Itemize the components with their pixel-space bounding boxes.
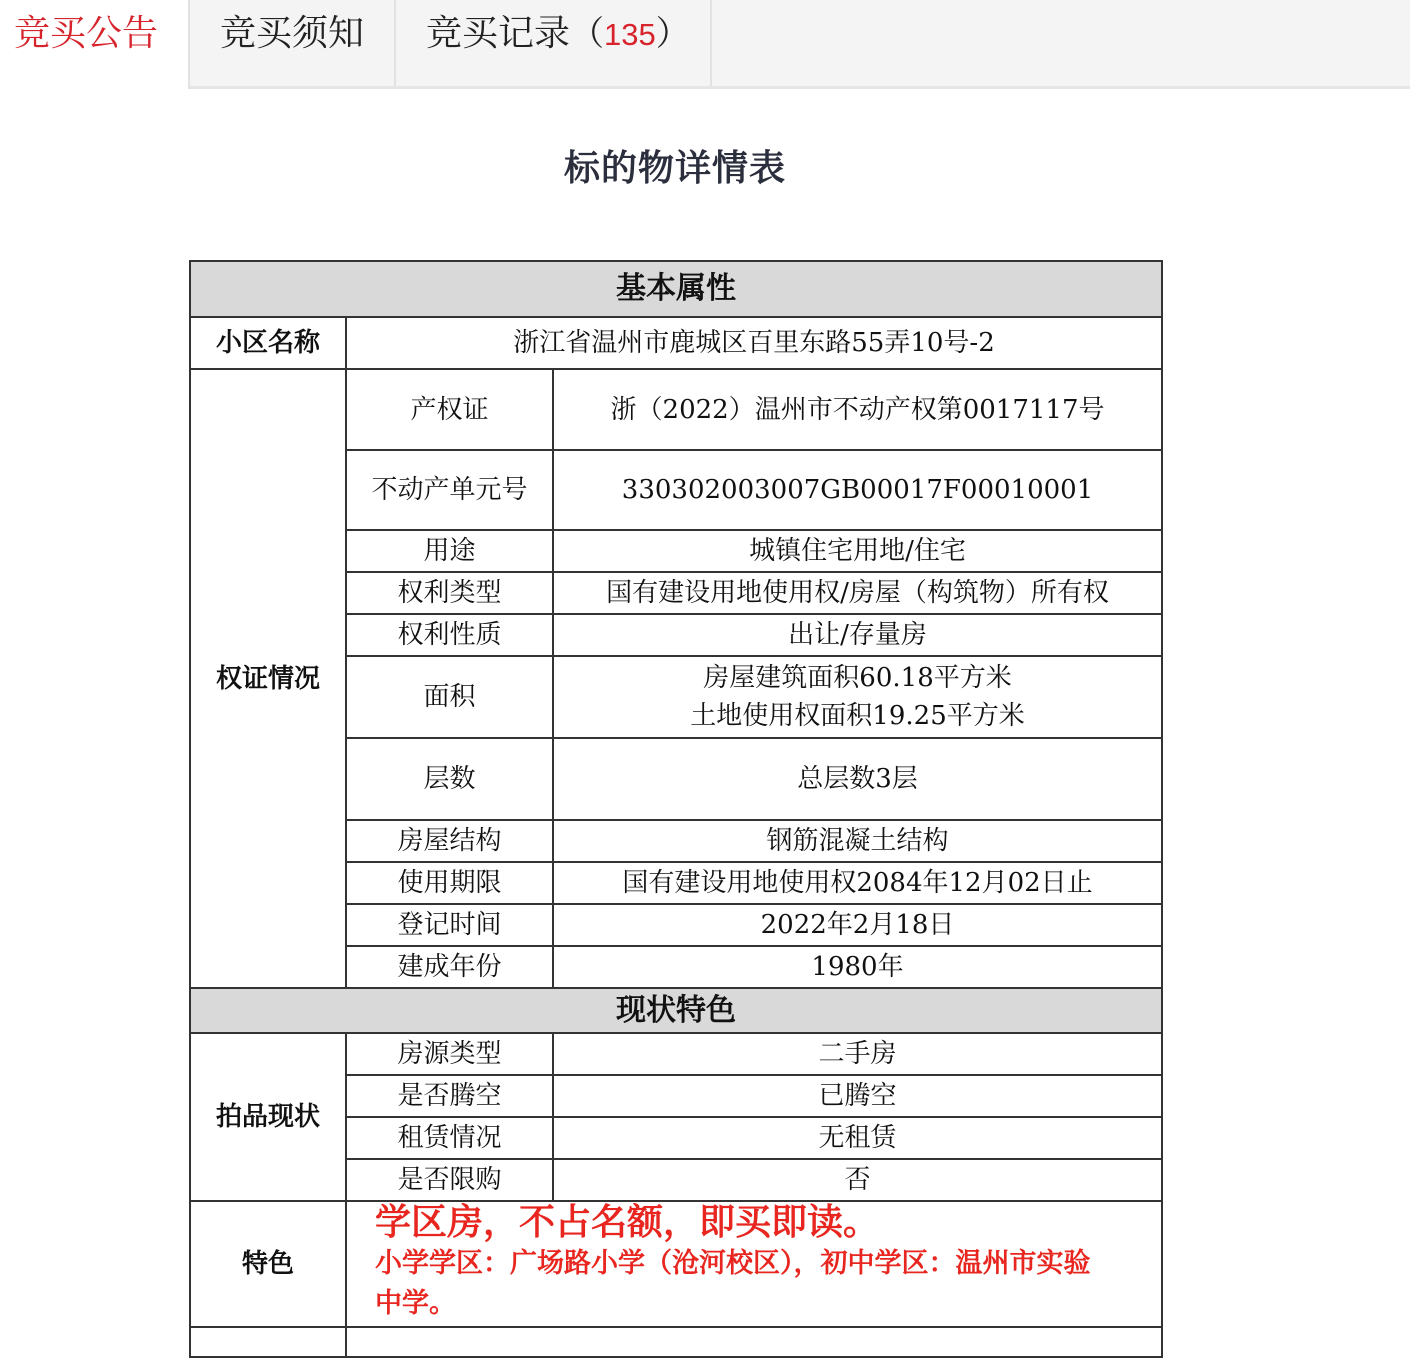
row-label: 房源类型 xyxy=(346,1033,553,1075)
section-row-status xyxy=(190,988,1162,1033)
row-value: 330302003007GB00017F00010001 xyxy=(553,450,1162,530)
tab-announcement-label: 竞买公告 xyxy=(14,12,159,53)
empty-cell xyxy=(346,1327,1162,1357)
records-count: 135 xyxy=(604,17,656,52)
row-label: 是否腾空 xyxy=(346,1075,553,1117)
row-label: 权利类型 xyxy=(346,572,553,614)
rights-group-label: 权证情况 xyxy=(190,369,346,988)
row-value: 钢筋混凝土结构 xyxy=(553,820,1162,862)
row-value: 1980年 xyxy=(553,946,1162,988)
table-row xyxy=(190,1201,1162,1327)
table-row xyxy=(190,1327,1162,1357)
row-label: 面积 xyxy=(346,656,553,738)
row-value: 国有建设用地使用权/房屋（构筑物）所有权 xyxy=(553,572,1162,614)
status-group-label: 拍品现状 xyxy=(190,1033,346,1201)
records-paren-close: ） xyxy=(655,15,690,53)
tab-notice[interactable] xyxy=(190,0,396,86)
row-value: 出让/存量房 xyxy=(553,614,1162,656)
feature-label: 特色 xyxy=(190,1201,346,1327)
row-value: 2022年2月18日 xyxy=(553,904,1162,946)
table-row xyxy=(190,317,1162,369)
row-label: 层数 xyxy=(346,738,553,820)
row-label: 权利性质 xyxy=(346,614,553,656)
area-building: 房屋建筑面积60.18平方米 xyxy=(703,663,1012,693)
records-paren-open: （ xyxy=(570,15,605,53)
row-label: 房屋结构 xyxy=(346,820,553,862)
detail-table xyxy=(189,260,1163,1358)
area-land: 土地使用权面积19.25平方米 xyxy=(690,701,1025,731)
empty-cell xyxy=(190,1327,346,1357)
row-label: 建成年份 xyxy=(346,946,553,988)
row-label: 租赁情况 xyxy=(346,1117,553,1159)
row-label: 登记时间 xyxy=(346,904,553,946)
table-row xyxy=(190,369,1162,450)
feature-detail: 小学学区：广场路小学（沧河校区），初中学区：温州市实验中学。 xyxy=(375,1248,1091,1319)
tab-announcement[interactable] xyxy=(0,0,190,89)
feature-content xyxy=(346,1201,1162,1327)
tab-bar xyxy=(0,0,1410,89)
row-value: 城镇住宅用地/住宅 xyxy=(553,530,1162,572)
table-row xyxy=(190,1033,1162,1075)
row-label: 产权证 xyxy=(346,369,553,450)
row-label: 是否限购 xyxy=(346,1159,553,1201)
row-value: 浙（2022）温州市不动产权第0017117号 xyxy=(553,369,1162,450)
row-value: 无租赁 xyxy=(553,1117,1162,1159)
row-value: 否 xyxy=(553,1159,1162,1201)
community-label: 小区名称 xyxy=(190,317,346,369)
row-value xyxy=(553,656,1162,738)
row-label: 用途 xyxy=(346,530,553,572)
row-value: 二手房 xyxy=(553,1033,1162,1075)
tab-records-label: 竞买记录 xyxy=(426,12,571,53)
section-row-basic xyxy=(190,261,1162,317)
row-value: 已腾空 xyxy=(553,1075,1162,1117)
feature-headline: 学区房，不占名额，即买即读。 xyxy=(375,1201,880,1243)
row-value: 国有建设用地使用权2084年12月02日止 xyxy=(553,862,1162,904)
row-value: 总层数3层 xyxy=(553,738,1162,820)
row-label: 使用期限 xyxy=(346,862,553,904)
tab-notice-label: 竞买须知 xyxy=(220,12,365,53)
section-title-basic: 基本属性 xyxy=(190,261,1162,317)
section-title-status: 现状特色 xyxy=(190,988,1162,1033)
row-label: 不动产单元号 xyxy=(346,450,553,530)
tab-records[interactable] xyxy=(396,0,712,86)
community-value: 浙江省温州市鹿城区百里东路55弄10号-2 xyxy=(346,317,1162,369)
page-title: 标的物详情表 xyxy=(563,147,786,189)
